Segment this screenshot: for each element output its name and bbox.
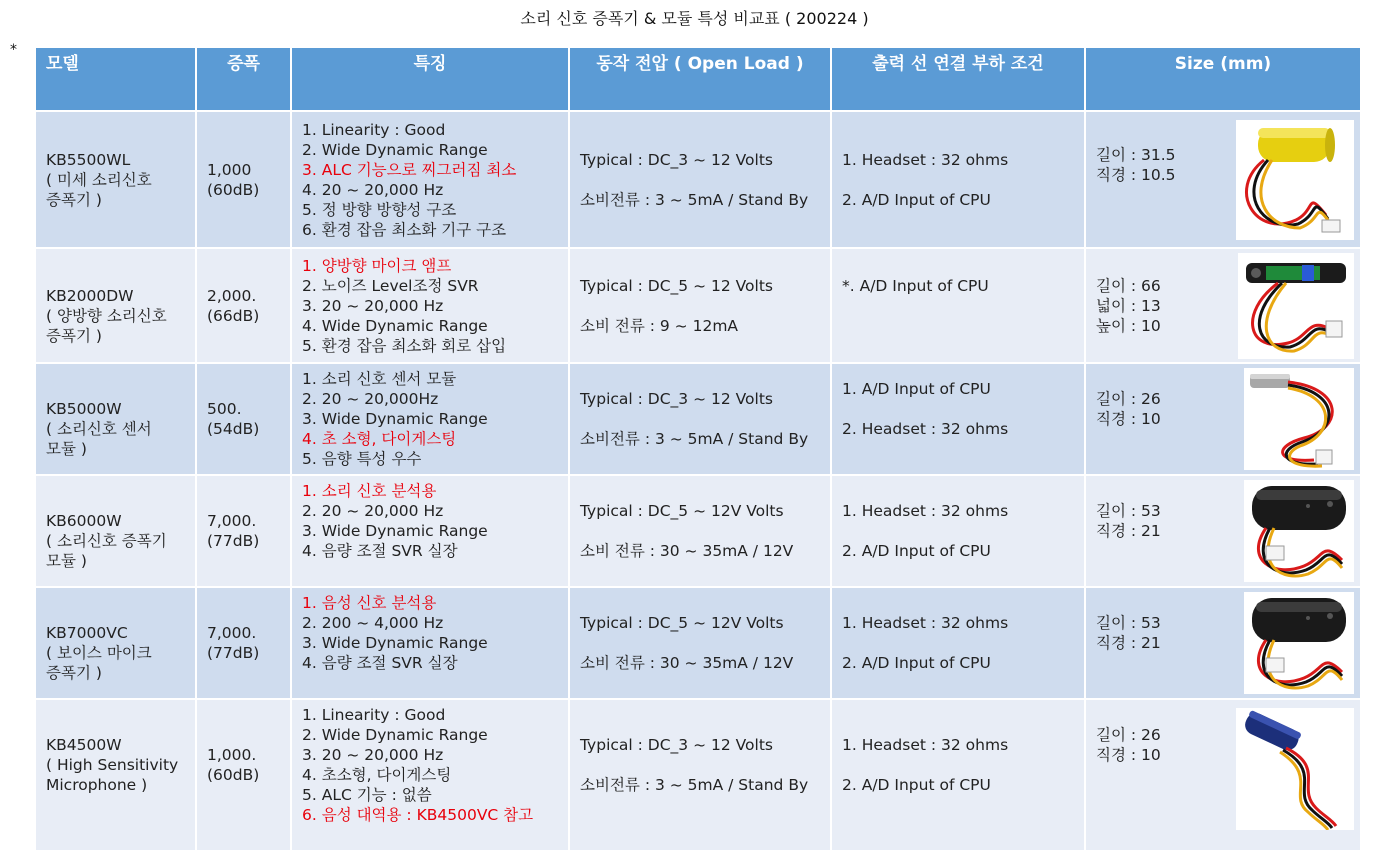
gain-cell: 2,000. (66dB) xyxy=(196,248,291,363)
size-cell: 길이 : 26 직경 : 10 xyxy=(1085,363,1361,475)
model-cell: KB5000W ( 소리신호 센서 모듈 ) xyxy=(35,363,196,475)
table-row xyxy=(35,475,1361,587)
features-cell: 1. 소리 신호 센서 모듈 2. 20 ~ 20,000Hz 3. Wide Dynamic Range 4. 초 소형, 다이게스팅 5. 음향 특성 우수 xyxy=(291,363,569,475)
features-cell: 1. 소리 신호 분석용 2. 20 ~ 20,000 Hz 3. Wide Dynamic Range 4. 음량 조절 SVR 실장 xyxy=(291,475,569,587)
features-cell: 1. 음성 신호 분석용 2. 200 ~ 4,000 Hz 3. Wide Dynamic Range 4. 음량 조절 SVR 실장 xyxy=(291,587,569,699)
load-cell: *. A/D Input of CPU xyxy=(831,248,1085,363)
model-cell: KB4500W ( High Sensitivity Microphone ) xyxy=(35,699,196,851)
table-row xyxy=(35,699,1361,851)
gain-cell: 1,000 (60dB) xyxy=(196,111,291,248)
voltage-cell: Typical : DC_3 ~ 12 Volts 소비전류 : 3 ~ 5mA / Stand By xyxy=(569,111,831,248)
table-row xyxy=(35,111,1361,248)
size-cell: 길이 : 66 넓이 : 13 높이 : 10 xyxy=(1085,248,1361,363)
table-row xyxy=(35,587,1361,699)
size-cell: 길이 : 53 직경 : 21 xyxy=(1085,587,1361,699)
table-row xyxy=(35,248,1361,363)
load-cell: 1. Headset : 32 ohms 2. A/D Input of CPU xyxy=(831,111,1085,248)
load-cell: 1. A/D Input of CPU 2. Headset : 32 ohms xyxy=(831,363,1085,475)
size-cell: 길이 : 53 직경 : 21 xyxy=(1085,475,1361,587)
header-model: 모델 xyxy=(35,47,196,111)
load-cell: 1. Headset : 32 ohms 2. A/D Input of CPU xyxy=(831,587,1085,699)
gain-cell: 1,000. (60dB) xyxy=(196,699,291,851)
header-voltage: 동작 전압 ( Open Load ) xyxy=(569,47,831,111)
load-cell: 1. Headset : 32 ohms 2. A/D Input of CPU xyxy=(831,475,1085,587)
header-gain: 증폭 xyxy=(196,47,291,111)
gain-cell: 500. (54dB) xyxy=(196,363,291,475)
model-cell: KB7000VC ( 보이스 마이크 증폭기 ) xyxy=(35,587,196,699)
model-cell: KB6000W ( 소리신호 증폭기 모듈 ) xyxy=(35,475,196,587)
voltage-cell: Typical : DC_5 ~ 12V Volts 소비 전류 : 30 ~ 35mA / 12V xyxy=(569,587,831,699)
voltage-cell: Typical : DC_5 ~ 12V Volts 소비 전류 : 30 ~ 35mA / 12V xyxy=(569,475,831,587)
load-cell: 1. Headset : 32 ohms 2. A/D Input of CPU xyxy=(831,699,1085,851)
header-size: Size (mm) xyxy=(1085,47,1361,111)
table-row xyxy=(35,363,1361,475)
voltage-cell: Typical : DC_5 ~ 12 Volts 소비 전류 : 9 ~ 12mA xyxy=(569,248,831,363)
features-cell: 1. Linearity : Good 2. Wide Dynamic Range 3. 20 ~ 20,000 Hz 4. 초소형, 다이게스팅 5. ALC 기능 : 없씀 6. 음성 대역용 : KB4500VC 참고 xyxy=(291,699,569,851)
gain-cell: 7,000. (77dB) xyxy=(196,475,291,587)
size-cell: 길이 : 26 직경 : 10 xyxy=(1085,699,1361,851)
header-features: 특징 xyxy=(291,47,569,111)
features-cell: 1. Linearity : Good 2. Wide Dynamic Range 3. ALC 기능으로 찌그러짐 최소 4. 20 ~ 20,000 Hz 5. 정 방향 방향성 구조 6. 환경 잡음 최소화 기구 구조 xyxy=(291,111,569,248)
voltage-cell: Typical : DC_3 ~ 12 Volts 소비전류 : 3 ~ 5mA / Stand By xyxy=(569,699,831,851)
table-header-row xyxy=(35,47,1361,111)
features-cell: 1. 양방향 마이크 앰프 2. 노이즈 Level조정 SVR 3. 20 ~ 20,000 Hz 4. Wide Dynamic Range 5. 환경 잡음 최소화 회로 삽입 xyxy=(291,248,569,363)
size-cell: 길이 : 31.5 직경 : 10.5 xyxy=(1085,111,1361,248)
model-cell: KB2000DW ( 양방향 소리신호 증폭기 ) xyxy=(35,248,196,363)
gain-cell: 7,000. (77dB) xyxy=(196,587,291,699)
header-load: 출력 선 연결 부하 조건 xyxy=(831,47,1085,111)
page-title: 소리 신호 증폭기 & 모듈 특성 비교표 ( 200224 ) xyxy=(520,9,869,28)
model-cell: KB5500WL ( 미세 소리신호 증폭기 ) xyxy=(35,111,196,248)
voltage-cell: Typical : DC_3 ~ 12 Volts 소비전류 : 3 ~ 5mA / Stand By xyxy=(569,363,831,475)
note-mark: * xyxy=(10,42,17,58)
spec-comparison-table xyxy=(34,46,1362,852)
